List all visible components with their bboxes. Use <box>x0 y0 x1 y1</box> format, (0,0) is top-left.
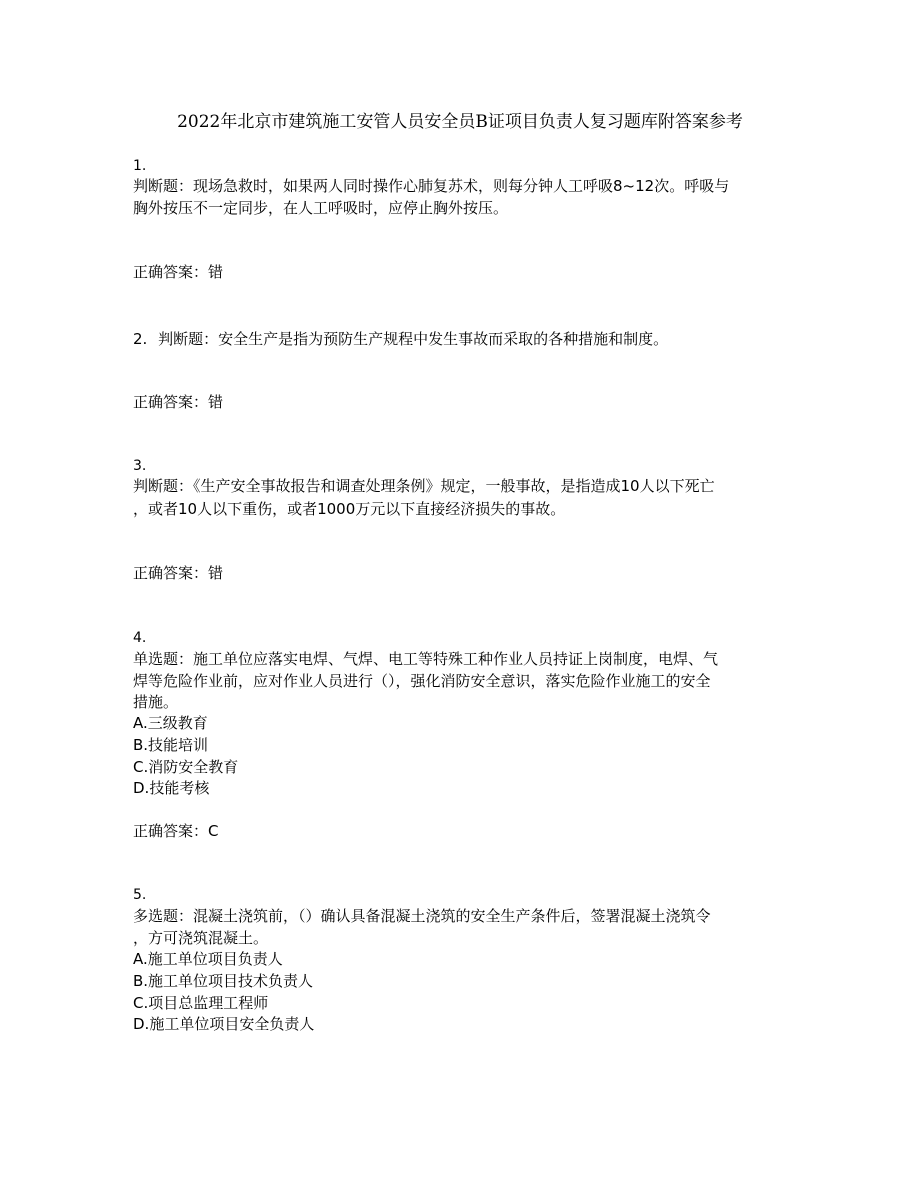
question-4-option-b: B.技能培训 <box>133 736 209 754</box>
question-4-answer: 正确答案：C <box>133 822 219 840</box>
question-5-number: 5. <box>133 887 147 903</box>
question-5-option-b: B.施工单位项目技术负责人 <box>133 972 314 990</box>
question-2-answer: 正确答案：错 <box>133 393 224 411</box>
question-5-option-c: C.项目总监理工程师 <box>133 994 269 1012</box>
question-2-number: 2. <box>133 330 148 348</box>
question-4-text-line-3: 措施。 <box>133 693 179 711</box>
question-5-text-line-2: ，方可浇筑混凝土。 <box>133 929 269 947</box>
question-4-option-d: D.技能考核 <box>133 779 210 797</box>
question-2-text-line-1: 判断题：安全生产是指为预防生产规程中发生事故而采取的各种措施和制度。 <box>158 330 669 348</box>
question-4-option-a: A.三级教育 <box>133 714 208 732</box>
question-1-text-line-1: 判断题：现场急救时，如果两人同时操作心肺复苏术，则每分钟人工呼吸8~12次。呼吸与 <box>133 177 730 195</box>
question-1-text-line-2: 胸外按压不一定同步，在人工呼吸时，应停止胸外按压。 <box>133 199 509 217</box>
question-4-option-c: C.消防安全教育 <box>133 758 239 776</box>
document-title: 2022年北京市建筑施工安管人员安全员B证项目负责人复习题库附答案参考 <box>177 112 743 132</box>
question-3-number: 3. <box>133 458 147 474</box>
question-2-line <box>133 328 668 350</box>
question-5-option-a: A.施工单位项目负责人 <box>133 950 283 968</box>
question-3-text-line-1: 判断题：《生产安全事故报告和调查处理条例》规定，一般事故，是指造成10人以下死亡 <box>133 477 715 495</box>
question-3-answer: 正确答案：错 <box>133 564 224 582</box>
question-1-number: 1. <box>133 158 147 174</box>
question-4-number: 4. <box>133 630 147 646</box>
question-1-answer: 正确答案：错 <box>133 263 224 281</box>
question-4-text-line-1: 单选题：施工单位应落实电焊、气焊、电工等特殊工种作业人员持证上岗制度，电焊、气 <box>133 650 719 668</box>
question-3-text-line-2: ，或者10人以下重伤，或者1000万元以下直接经济损失的事故。 <box>133 500 566 518</box>
question-4-text-line-2: 焊等危险作业前，应对作业人员进行（），强化消防安全意识，落实危险作业施工的安全 <box>133 672 711 690</box>
question-5-option-d: D.施工单位项目安全负责人 <box>133 1015 315 1033</box>
question-5-text-line-1: 多选题：混凝土浇筑前，（）确认具备混凝土浇筑的安全生产条件后，签署混凝土浇筑令 <box>133 907 711 925</box>
